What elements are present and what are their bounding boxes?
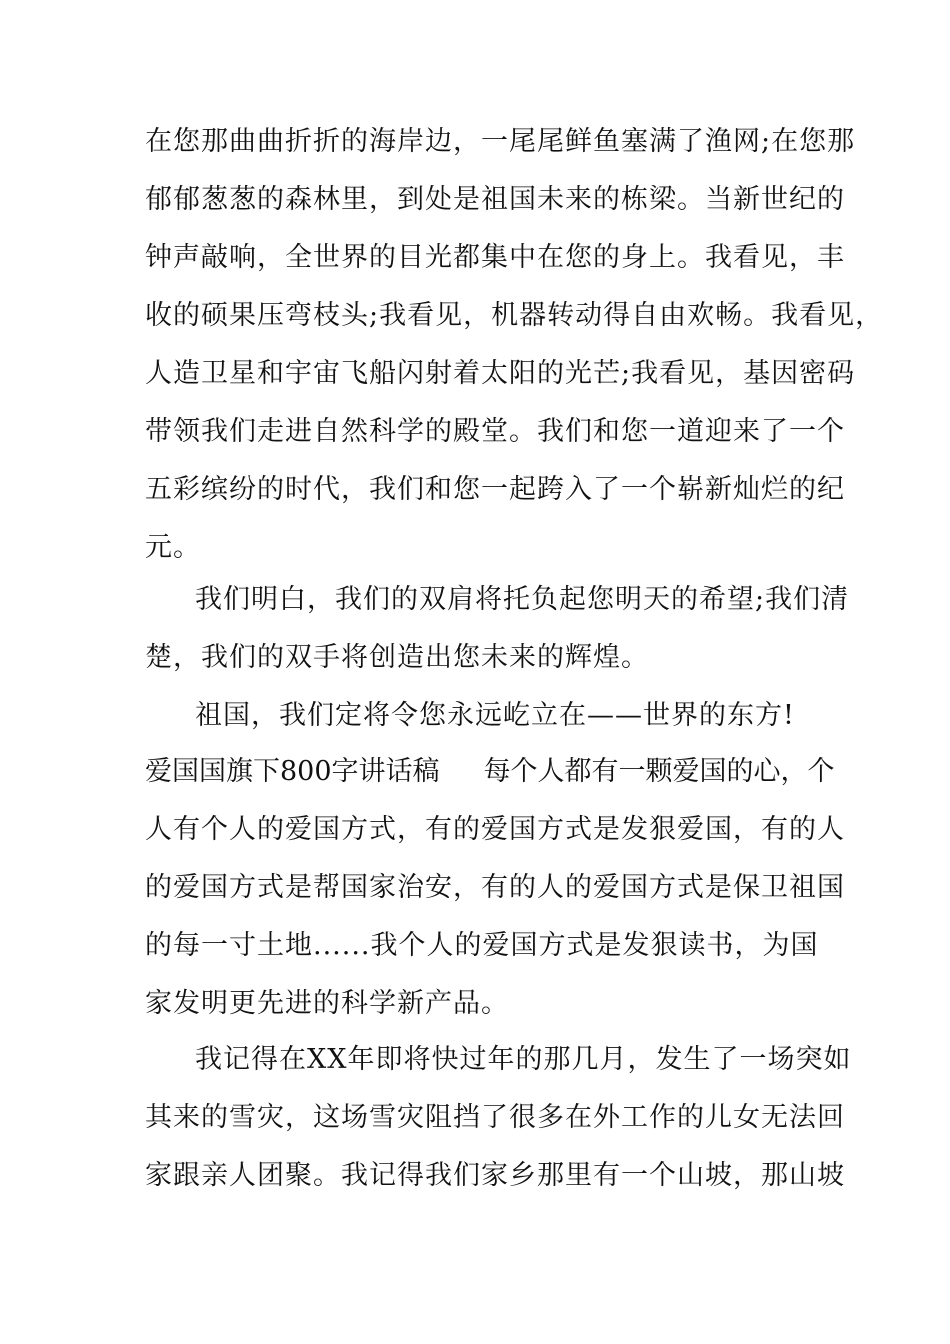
section-title: 爱国国旗下800字讲话稿	[145, 756, 440, 787]
text-line: 收的硕果压弯枝头;我看见，机器转动得自由欢畅。我看见，	[145, 300, 884, 331]
text-line: 家跟亲人团聚。我记得我们家乡那里有一个山坡，那山坡	[145, 1160, 845, 1191]
text-line: 在您那曲曲折折的海岸边，一尾尾鲜鱼塞满了渔网;在您那	[145, 126, 856, 157]
text-line: 我记得在XX年即将快过年的那几月，发生了一场突如	[195, 1044, 852, 1075]
text-line: 人造卫星和宇宙飞船闪射着太阳的光芒;我看见，基因密码	[145, 358, 856, 389]
text-line: 家发明更先进的科学新产品。	[145, 988, 509, 1019]
text-line: 带领我们走进自然科学的殿堂。我们和您一道迎来了一个	[145, 416, 845, 447]
text-line: 的每一寸土地......我个人的爱国方式是发狠读书，为国	[145, 930, 819, 961]
text-line: 钟声敲响，全世界的目光都集中在您的身上。我看见，丰	[145, 242, 845, 273]
text-line: 五彩缤纷的时代，我们和您一起跨入了一个崭新灿烂的纪	[145, 474, 845, 505]
section-heading-line	[145, 743, 835, 801]
text-line: 其来的雪灾，这场雪灾阻挡了很多在外工作的儿女无法回	[145, 1102, 845, 1133]
text-line: 我们明白，我们的双肩将托负起您明天的希望;我们清	[195, 584, 850, 615]
text-line: 祖国，我们定将令您永远屹立在——世界的东方!	[195, 700, 795, 731]
section-first-text: 每个人都有一颗爱国的心，个	[483, 756, 835, 787]
text-line: 楚，我们的双手将创造出您未来的辉煌。	[145, 642, 649, 673]
text-line: 的爱国方式是帮国家治安，有的人的爱国方式是保卫祖国	[145, 872, 845, 903]
text-line: 元。	[145, 532, 201, 563]
text-line: 郁郁葱葱的森林里，到处是祖国未来的栋梁。当新世纪的	[145, 184, 845, 215]
text-line: 人有个人的爱国方式，有的爱国方式是发狠爱国，有的人	[145, 814, 845, 845]
